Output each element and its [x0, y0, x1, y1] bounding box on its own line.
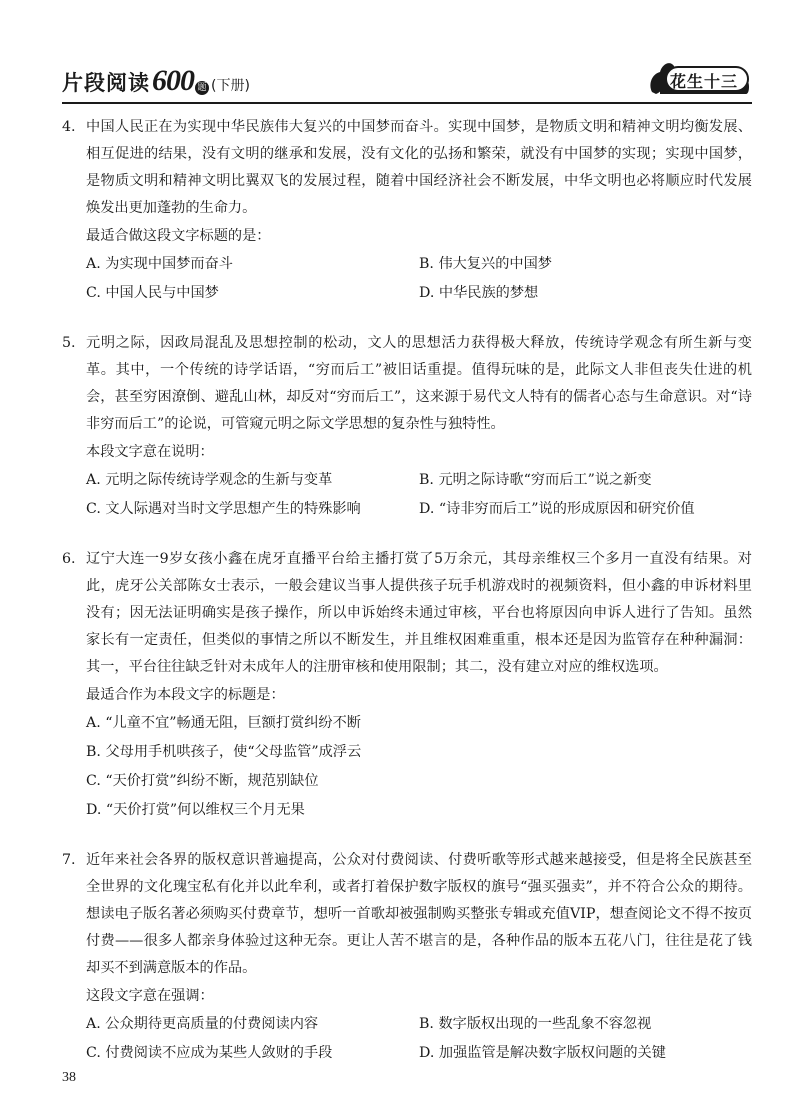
question-number: 5. [62, 335, 76, 351]
option-d: D. 中华民族的梦想 [419, 285, 539, 301]
question-prompt: 这段文字意在强调： [86, 988, 214, 1004]
option-d: D. “天价打赏”何以维权三个月无果 [86, 802, 305, 818]
option-d: D. 加强监管是解决数字版权问题的关键 [419, 1045, 666, 1061]
question-number: 4. [62, 119, 76, 135]
question-passage: 辽宁大连一9岁女孩小鑫在虎牙直播平台给主播打赏了5万余元，其母亲维权三个多月一直没有结果。对此，虎牙公关部陈女士表示，一般会建议当事人提供孩子玩手机游戏时的视频资料，但小鑫的申诉材料里没有；因无法证明确实是孩子操作，所以申诉始终未通过审核，平台也将原因向申诉人进行了告知。虽然家长有一定责任，但类似的事情之所以不断发生，并且维权困难重重，根本还是因为监管存在种种漏洞：其一，平台往往缺乏针对未成年人的注册审核和使用限制；其二，没有建立对应的维权选项。 [86, 551, 752, 675]
answer-options [62, 466, 752, 524]
option-a: A. “儿童不宜”畅通无阻，巨额打赏纠纷不断 [86, 715, 361, 731]
option-c: C. “天价打赏”纠纷不断，规范别缺位 [86, 773, 319, 789]
option-b: B. 元明之际诗歌“穷而后工”说之新变 [419, 472, 652, 488]
page-header [62, 58, 752, 98]
question-prompt: 最适合做这段文字标题的是： [86, 228, 271, 244]
page-number: 38 [62, 1070, 76, 1085]
header-divider [62, 102, 752, 104]
option-c: C. 中国人民与中国梦 [86, 285, 219, 301]
book-title [62, 64, 250, 98]
question-number: 6. [62, 551, 76, 567]
option-a: A. 为实现中国梦而奋斗 [86, 256, 233, 272]
question-prompt: 最适合作为本段文字的标题是： [86, 687, 285, 703]
question-list [62, 114, 752, 1090]
brand-logo [646, 58, 752, 98]
answer-options [62, 250, 752, 308]
option-d: D. “诗非穷而后工”说的形成原因和研究价值 [419, 501, 695, 517]
question-number: 7. [62, 852, 76, 868]
option-b: B. 数字版权出现的一些乱象不容忽视 [419, 1016, 652, 1032]
question-prompt: 本段文字意在说明： [86, 444, 214, 460]
option-b: B. 父母用手机哄孩子，使“父母监管”成浮云 [86, 744, 362, 760]
question-passage: 元明之际，因政局混乱及思想控制的松动，文人的思想活力获得极大释放，传统诗学观念有所生新与变革。其中，一个传统的诗学话语，“穷而后工”被旧话重提。值得玩味的是，此际文人非但丧失仕进的机会，甚至穷困潦倒、避乱山林，却反对“穷而后工”，这来源于易代文人特有的儒者心态与生命意识。对“诗非穷而后工”的论说，可管窥元明之际文学思想的复杂性与独特性。 [86, 335, 752, 432]
question-passage: 中国人民正在为实现中华民族伟大复兴的中国梦而奋斗。实现中国梦，是物质文明和精神文明均衡发展、相互促进的结果，没有文明的继承和发展，没有文化的弘扬和繁荣，就没有中国梦的实现；实现中国梦，是物质文明和精神文明比翼双飞的发展过程，随着中国经济社会不断发展，中华文明也必将顺应时代发展焕发出更加蓬勃的生命力。 [86, 119, 752, 216]
option-c: C. 付费阅读不应成为某些人敛财的手段 [86, 1045, 333, 1061]
question-4 [62, 114, 752, 308]
question-6 [62, 546, 752, 825]
answer-options [62, 1010, 752, 1068]
book-title-ti-badge: 题 [195, 81, 209, 95]
answer-options [62, 709, 752, 825]
option-a: A. 公众期待更高质量的付费阅读内容 [86, 1016, 319, 1032]
book-title-number: 600 [152, 64, 194, 97]
option-a: A. 元明之际传统诗学观念的生新与变革 [86, 472, 333, 488]
book-volume: (下册) [211, 78, 250, 94]
brand-text: 花生十三 [670, 72, 739, 91]
book-title-text: 片段阅读 [62, 71, 150, 95]
option-b: B. 伟大复兴的中国梦 [419, 256, 552, 272]
option-c: C. 文人际遇对当时文学思想产生的特殊影响 [86, 501, 361, 517]
question-5 [62, 330, 752, 524]
question-passage: 近年来社会各界的版权意识普遍提高，公众对付费阅读、付费听歌等形式越来越接受，但是将全民族甚至全世界的文化瑰宝私有化并以此牟利，或者打着保护数字版权的旗号“强买强卖”，并不符合公众的期待。想读电子版名著必须购买付费章节，想听一首歌却被强制购买整张专辑或充值VIP，想查阅论文不得不按页付费——很多人都亲身体验过这种无奈。更让人苦不堪言的是，各种作品的版本五花八门，往往是花了钱却买不到满意版本的作品。 [86, 852, 752, 976]
question-7 [62, 847, 752, 1068]
